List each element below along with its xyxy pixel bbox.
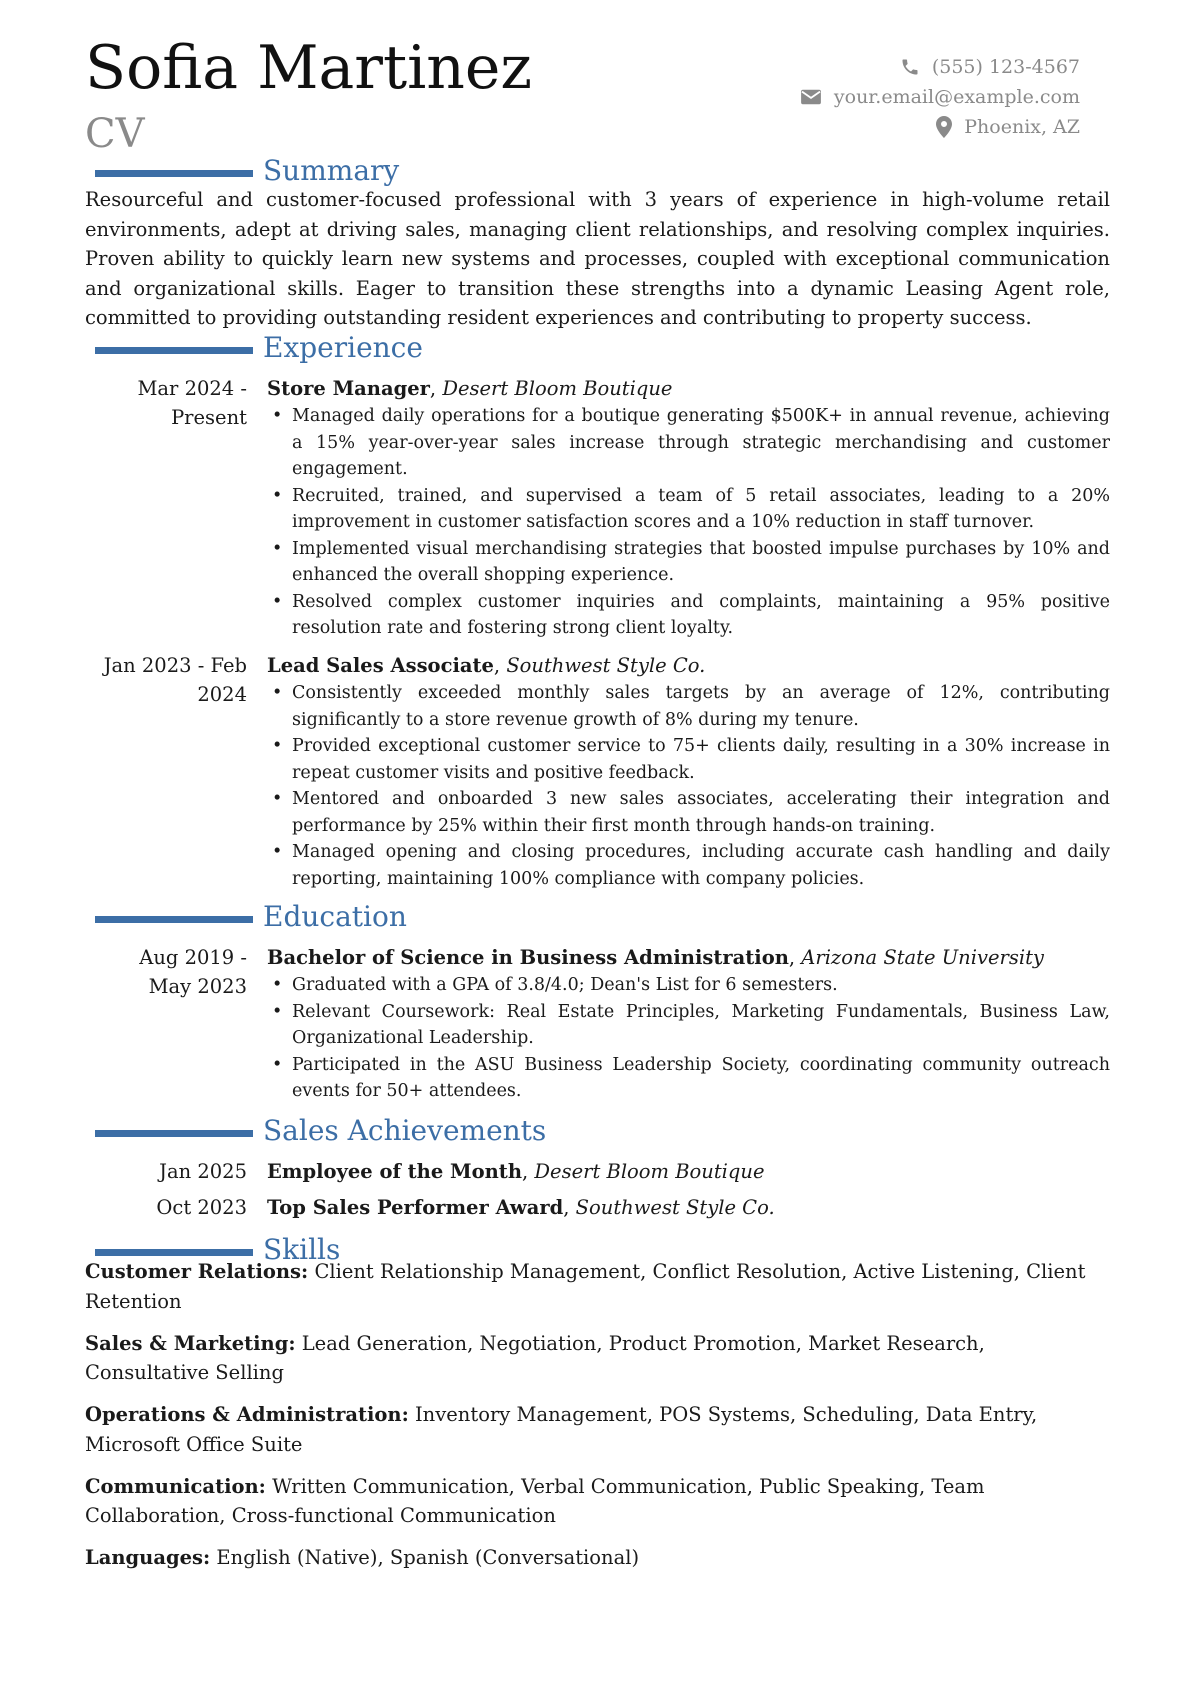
section-header-experience xyxy=(95,331,423,364)
section-title-education: Education xyxy=(263,900,407,933)
skill-label: Languages: xyxy=(85,1546,211,1569)
job-role: Lead Sales Associate xyxy=(267,654,494,677)
section-rule xyxy=(95,1249,253,1256)
skill-group xyxy=(85,1257,1110,1316)
entry-title: Bachelor of Science in Business Administration, Arizona State University xyxy=(267,946,1044,969)
candidate-name: Sofia Martinez xyxy=(85,33,533,103)
skill-label: Operations & Administration: xyxy=(85,1403,409,1426)
achievement-entry xyxy=(85,1157,1110,1186)
job-role: Store Manager xyxy=(267,377,430,400)
award-title: Top Sales Performer Award xyxy=(267,1196,564,1219)
skill-items: Client Relationship Management, Conflict Resolution, Active Listening, Client Retention xyxy=(85,1260,1086,1313)
bullet-item: • Mentored and onboarded 3 new sales associates, accelerating their integration and performance by 25% within their first month through hands-on training. xyxy=(267,786,1110,839)
location-text: Phoenix, AZ xyxy=(964,116,1080,138)
section-title-achievements: Sales Achievements xyxy=(263,1114,547,1147)
skill-group xyxy=(85,1400,1110,1459)
bullet-item: • Relevant Coursework: Real Estate Principles, Marketing Fundamentals, Business Law, Organizational Leadership. xyxy=(267,999,1110,1052)
entry-date xyxy=(85,943,247,1001)
date-end: May 2023 xyxy=(148,975,247,998)
section-rule xyxy=(95,916,253,923)
skill-items: Written Communication, Verbal Communication, Public Speaking, Team Collaboration, Cross-functional Communication xyxy=(85,1474,985,1527)
skill-label: Sales & Marketing: xyxy=(85,1331,296,1355)
skill-label: Communication: xyxy=(85,1474,266,1498)
section-header-education xyxy=(95,900,407,933)
school-name: Arizona State University xyxy=(801,946,1044,969)
section-rule xyxy=(95,1130,253,1137)
envelope-icon xyxy=(800,88,822,106)
skills-list xyxy=(85,1257,1110,1585)
entry-date: Jan 2025 xyxy=(159,1160,247,1183)
section-title-experience: Experience xyxy=(263,331,423,364)
contact-phone[interactable] xyxy=(800,52,1080,82)
section-rule xyxy=(95,170,253,177)
degree-name: Bachelor of Science in Business Administration xyxy=(267,946,789,969)
bullet-item: • Consistently exceeded monthly sales targets by an average of 12%, contributing significantly to a store revenue growth of 8% during my tenure. xyxy=(267,680,1110,733)
entry-date xyxy=(85,651,247,709)
entry-title: Lead Sales Associate, Southwest Style Co. xyxy=(267,654,706,677)
entry-title: Employee of the Month, Desert Bloom Boutique xyxy=(267,1160,765,1183)
section-title-summary: Summary xyxy=(263,154,400,187)
date-start: Mar 2024 - xyxy=(137,377,247,400)
date-end: Present xyxy=(171,406,247,429)
skill-label: Customer Relations: xyxy=(85,1260,309,1283)
bullet-item: • Graduated with a GPA of 3.8/4.0; Dean's List for 6 semesters. xyxy=(267,972,1110,999)
skill-items: English (Native), Spanish (Conversational) xyxy=(216,1546,640,1569)
company-name: Desert Bloom Boutique xyxy=(442,377,673,400)
contact-email[interactable] xyxy=(800,82,1080,112)
experience-entry xyxy=(85,651,1110,892)
entry-title: Top Sales Performer Award, Southwest Style Co. xyxy=(267,1196,775,1219)
bullet-item: • Managed opening and closing procedures, including accurate cash handling and daily reporting, maintaining 100% compliance with company policies. xyxy=(267,839,1110,892)
entry-title: Store Manager, Desert Bloom Boutique xyxy=(267,377,673,400)
bullet-item: • Participated in the ASU Business Leadership Society, coordinating community outreach events for 50+ attendees. xyxy=(267,1052,1110,1105)
section-rule xyxy=(95,347,253,354)
skill-group xyxy=(85,1543,1110,1573)
award-org: Southwest Style Co. xyxy=(575,1196,775,1219)
summary-text: Resourceful and customer-focused professional with 3 years of experience in high-volume retail environments, adept at driving sales, managing client relationships, and resolving complex inquiries. Proven ability to quickly learn new systems and processes, coupled with exceptional communication and organizational skills. Eager to transition these strengths into a dynamic Leasing Agent role, committed to providing outstanding resident experiences and contributing to property success. xyxy=(85,188,1110,329)
bullet-item: • Managed daily operations for a boutique generating $500K+ in annual revenue, achieving a 15% year-over-year sales increase through strategic merchandising and customer engagement. xyxy=(267,403,1110,483)
contact-block xyxy=(800,52,1080,142)
company-name: Southwest Style Co. xyxy=(506,654,706,677)
award-title: Employee of the Month xyxy=(267,1160,522,1183)
entry-date xyxy=(85,374,247,432)
section-header-summary xyxy=(95,154,400,187)
date-end: 2024 xyxy=(197,683,247,706)
skill-items: Lead Generation, Negotiation, Product Promotion, Market Research, Consultative Selling xyxy=(85,1331,985,1384)
bullet-item: • Recruited, trained, and supervised a team of 5 retail associates, leading to a 20% improvement in customer satisfaction scores and a 10% reduction in staff turnover. xyxy=(267,483,1110,536)
document-type: CV xyxy=(85,111,145,157)
experience-entry xyxy=(85,374,1110,642)
phone-number: (555) 123-4567 xyxy=(931,56,1080,78)
map-pin-icon xyxy=(936,116,952,138)
award-org: Desert Bloom Boutique xyxy=(534,1160,765,1183)
section-header-achievements xyxy=(95,1114,547,1147)
bullet-item: • Implemented visual merchandising strategies that boosted impulse purchases by 10% and enhanced the overall shopping experience. xyxy=(267,536,1110,589)
achievement-entry xyxy=(85,1193,1110,1222)
email-address: your.email@example.com xyxy=(833,86,1080,108)
bullet-item: • Resolved complex customer inquiries and complaints, maintaining a 95% positive resolution rate and fostering strong client loyalty. xyxy=(267,589,1110,642)
contact-location xyxy=(800,112,1080,142)
skill-group xyxy=(85,1329,1110,1388)
date-start: Aug 2019 - xyxy=(139,946,247,969)
education-entry xyxy=(85,943,1110,1105)
entry-date: Oct 2023 xyxy=(156,1196,247,1219)
bullet-item: • Provided exceptional customer service to 75+ clients daily, resulting in a 30% increase in repeat customer visits and positive feedback. xyxy=(267,733,1110,786)
phone-icon xyxy=(900,57,920,77)
section-title-skills: Skills xyxy=(263,1233,341,1266)
skill-items: Inventory Management, POS Systems, Scheduling, Data Entry, Microsoft Office Suite xyxy=(85,1403,1038,1456)
skill-group xyxy=(85,1472,1110,1531)
date-start: Jan 2023 - Feb xyxy=(103,654,247,677)
